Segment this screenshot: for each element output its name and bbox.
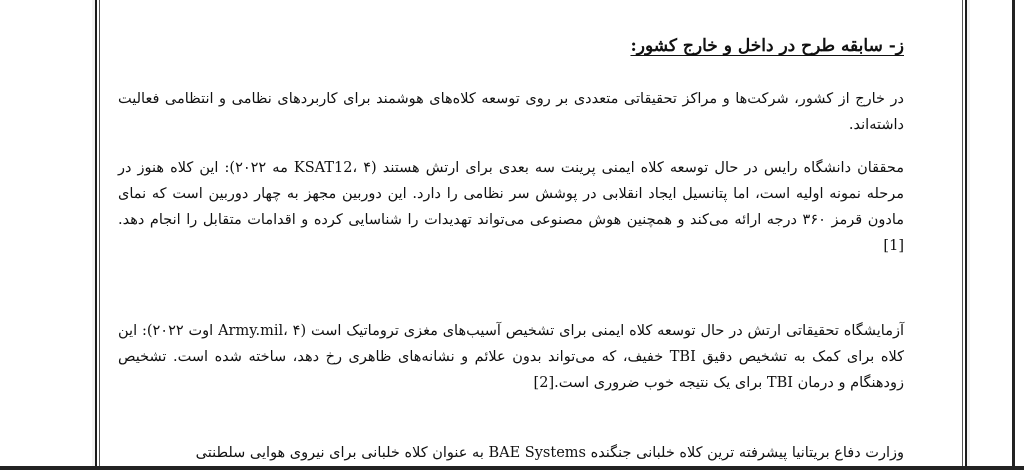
paragraph-uk-ministry: وزارت دفاع بریتانیا پیشرفته ترین کلاه خلبانی جنگنده BAE Systems به عنوان کلاه خلبانی برای نیروی هوایی سلطنتی bbox=[195, 445, 904, 461]
viewer-background-left bbox=[0, 0, 92, 470]
page-border-left bbox=[92, 0, 102, 470]
viewer-background-right bbox=[972, 0, 1024, 470]
page-border-right bbox=[960, 0, 970, 470]
bottom-edge bbox=[0, 466, 1024, 470]
paragraph-rice-university: محققان دانشگاه رایس در حال توسعه کلاه ایمنی پرینت سه بعدی برای ارتش هستند (KSAT12، ۴ مه ۲۰۲۲): این کلاه هنوز در مرحله نمونه اولیه است، اما پتانسیل ایجاد انقلابی در پوشش سر نظامی را دارد. این دوربین مجهز به چهار دوربین است که نمای مادون قرمز ۳۶۰ درجه ارائه می‌کند و همچنین هوش مصنوعی می‌تواند تهدیدات را شناسایی کرده و اقدامات متقابل را انجام دهد.[1] bbox=[118, 160, 904, 254]
document-page bbox=[118, 0, 904, 466]
section-heading: ز- سابقه طرح در داخل و خارج کشور: bbox=[630, 36, 904, 56]
paragraph-intro: در خارج از کشور، شرکت‌ها و مراکز تحقیقاتی متعددی بر روی توسعه کلاه‌های هوشمند برای کاربردهای نظامی و انتظامی فعالیت داشته‌اند. bbox=[118, 91, 904, 133]
viewer-scroll-edge bbox=[1012, 0, 1015, 470]
paragraph-army-lab: آزمایشگاه تحقیقاتی ارتش در حال توسعه کلاه ایمنی برای تشخیص آسیب‌های مغزی تروماتیک است (Army.mil، ۴ اوت ۲۰۲۲): این کلاه برای کمک به تشخیص دقیق TBI خفیف، که می‌تواند بدون علائم و نشانه‌های ظاهری رخ دهد، ساخته شده است. تشخیص زودهنگام و درمان TBI برای یک نتیجه خوب ضروری است.[2] bbox=[118, 323, 904, 391]
